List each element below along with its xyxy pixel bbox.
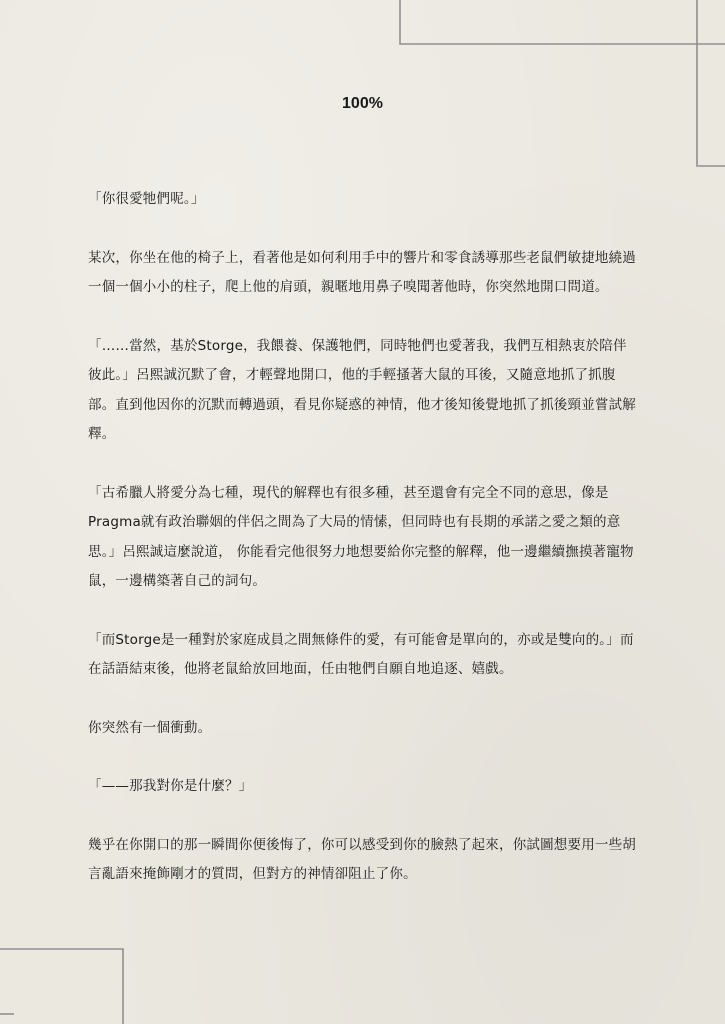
paragraph: 某次，你坐在他的椅子上，看著他是如何利用手中的響片和零食誘導那些老鼠們敏捷地繞過一個一個小小的柱子，爬上他的肩頭，親暱地用鼻子嗅聞著他時，你突然地開口問道。: [88, 249, 636, 295]
paragraph: 「……當然，基於Storge，我餵養、保護牠們，同時牠們也愛著我，我們互相熱衷於陪伴彼此。」呂熙誠沉默了會，才輕聲地開口，他的手輕搔著大鼠的耳後，又隨意地抓了抓腹部。直到他因你的沉默而轉過頭，看見你疑惑的神情，他才後知後覺地抓了抓後頸並嘗試解釋。: [88, 337, 636, 442]
paragraph: 「而Storge是一種對於家庭成員之間無條件的愛，有可能會是單向的，亦或是雙向的。」而在話語結束後，他將老鼠給放回地面，任由牠們自願自地追逐、嬉戲。: [88, 631, 634, 677]
paragraph: 「古希臘人將愛分為七種，現代的解釋也有很多種，甚至還會有完全不同的意思，像是Pragma就有政治聯姻的伴侶之間為了大局的情愫，但同時也有長期的承諾之愛之類的意思。」呂熙誠這麼說道， 你能看完他很努力地想要給你完整的解釋，他一邊繼續撫摸著寵物鼠，一邊構築著自己的詞句。: [88, 484, 634, 589]
paragraph: 你突然有一個衝動。: [88, 719, 212, 736]
story-body: [88, 185, 640, 919]
paragraph: 幾乎在你開口的那一瞬間你便後悔了，你可以感受到你的臉熱了起來，你試圖想要用一些胡言亂語來掩飾剛才的質問，但對方的神情卻阻止了你。: [88, 836, 636, 882]
paragraph: 「——那我對你是什麼？」: [88, 778, 253, 794]
paragraph: 「你很愛牠們呢。」: [88, 191, 205, 207]
page-title: 100%: [342, 95, 383, 112]
